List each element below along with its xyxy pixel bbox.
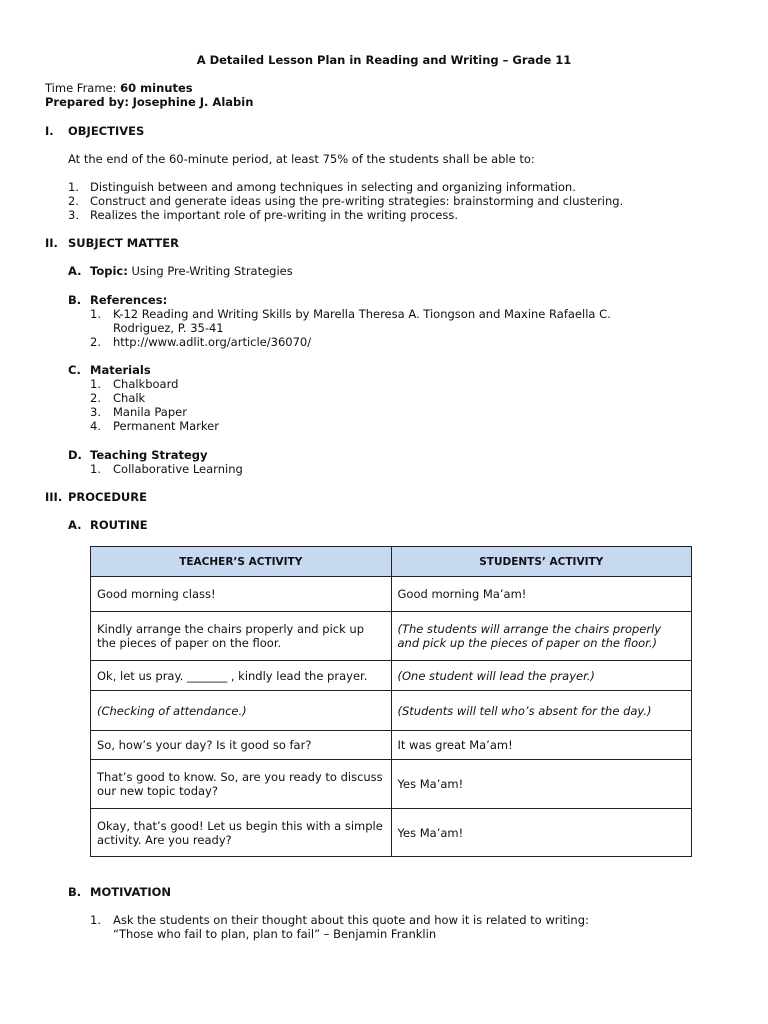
motivation-quote: “Those who fail to plan, plan to fail” – Benjamin Franklin (113, 927, 437, 941)
objective-text: Realizes the important role of pre-writing in the writing process. (90, 208, 458, 222)
students-activity-cell: (The students will arrange the chairs properly and pick up the pieces of paper on the floor.) (391, 612, 692, 661)
teaching-strategy-heading (68, 448, 207, 462)
references-label: References: (90, 293, 168, 307)
material-text: Chalk (113, 391, 146, 405)
materials-letter: C. (68, 363, 81, 377)
table-row (91, 760, 692, 809)
strategy-text: Collaborative Learning (113, 462, 243, 476)
section-procedure-num: III. (45, 490, 63, 504)
strategy-number: 1. (90, 462, 101, 476)
motivation-letter: B. (68, 885, 82, 899)
students-activity-cell: It was great Ma’am! (391, 731, 692, 760)
students-activity-cell: Yes Ma’am! (391, 809, 692, 857)
reference-link[interactable]: http://www.adlit.org/article/36070/ (113, 335, 312, 349)
prepared-by-label: Prepared by: (45, 95, 129, 109)
motivation-label: MOTIVATION (90, 885, 171, 899)
reference-item (90, 335, 311, 349)
objective-number: 3. (68, 208, 79, 222)
objective-number: 1. (68, 180, 79, 194)
material-text: Permanent Marker (113, 419, 219, 433)
material-item (90, 391, 145, 405)
table-row (91, 577, 692, 612)
time-frame (45, 81, 193, 95)
teacher-activity-cell: (Checking of attendance.) (91, 691, 392, 731)
teacher-activity-cell: Kindly arrange the chairs properly and pick up the pieces of paper on the floor. (91, 612, 392, 661)
teacher-activity-cell: Ok, let us pray. _______ , kindly lead the prayer. (91, 661, 392, 691)
material-number: 2. (90, 391, 101, 405)
material-number: 1. (90, 377, 101, 391)
materials-heading (68, 363, 151, 377)
section-subject-heading: SUBJECT MATTER (68, 236, 179, 250)
reference-text-cont: Rodriguez, P. 35-41 (113, 321, 224, 335)
objectives-intro: At the end of the 60-minute period, at least 75% of the students shall be able to: (68, 152, 535, 166)
routine-heading (68, 518, 148, 532)
routine-label: ROUTINE (90, 518, 148, 532)
topic-label: Topic: (90, 264, 128, 278)
table-row (91, 731, 692, 760)
topic-line (68, 264, 293, 278)
routine-table (90, 546, 692, 857)
material-text: Chalkboard (113, 377, 179, 391)
section-objectives-num: I. (45, 124, 54, 138)
motivation-number: 1. (90, 913, 101, 927)
section-objectives-heading: OBJECTIVES (68, 124, 145, 138)
table-row (91, 809, 692, 857)
reference-number: 2. (90, 335, 101, 349)
references-letter: B. (68, 293, 82, 307)
motivation-heading (68, 885, 171, 899)
students-activity-cell: (Students will tell who’s absent for the day.) (391, 691, 692, 731)
material-item (90, 377, 178, 391)
topic-value: Using Pre-Writing Strategies (131, 264, 293, 278)
material-item (90, 405, 187, 419)
teacher-activity-header: TEACHER’S ACTIVITY (91, 547, 392, 577)
time-frame-label: Time Frame: (45, 81, 117, 95)
materials-label: Materials (90, 363, 151, 377)
prepared-by (45, 95, 253, 109)
material-text: Manila Paper (113, 405, 187, 419)
students-activity-cell: (One student will lead the prayer.) (391, 661, 692, 691)
objective-text: Distinguish between and among techniques in selecting and organizing information. (90, 180, 576, 194)
topic-letter: A. (68, 264, 82, 278)
references-heading (68, 293, 167, 307)
table-row (91, 661, 692, 691)
document-title: A Detailed Lesson Plan in Reading and Writing – Grade 11 (196, 53, 572, 67)
teacher-activity-cell: So, how’s your day? Is it good so far? (91, 731, 392, 760)
motivation-item (90, 913, 589, 927)
motivation-text: Ask the students on their thought about this quote and how it is related to writing: (113, 913, 589, 927)
objective-text: Construct and generate ideas using the pre-writing strategies: brainstorming and clustering. (90, 194, 624, 208)
strategy-item (90, 462, 243, 476)
reference-text: K-12 Reading and Writing Skills by Marella Theresa A. Tiongson and Maxine Rafaella C. (113, 307, 611, 321)
students-activity-cell: Good morning Ma’am! (391, 577, 692, 612)
table-row (91, 612, 692, 661)
reference-number: 1. (90, 307, 101, 321)
objective-item (68, 180, 576, 194)
students-activity-header: STUDENTS’ ACTIVITY (391, 547, 692, 577)
objective-item (68, 208, 458, 222)
teaching-strategy-letter: D. (68, 448, 82, 462)
material-item (90, 419, 219, 433)
routine-letter: A. (68, 518, 82, 532)
teacher-activity-cell: That’s good to know. So, are you ready to discuss our new topic today? (91, 760, 392, 809)
table-row (91, 691, 692, 731)
material-number: 3. (90, 405, 101, 419)
section-subject-num: II. (45, 236, 58, 250)
prepared-by-value: Josephine J. Alabin (132, 95, 254, 109)
teacher-activity-cell: Good morning class! (91, 577, 392, 612)
objective-item (68, 194, 623, 208)
teacher-activity-cell: Okay, that’s good! Let us begin this with a simple activity. Are you ready? (91, 809, 392, 857)
students-activity-cell: Yes Ma’am! (391, 760, 692, 809)
table-header-row (91, 547, 692, 577)
material-number: 4. (90, 419, 101, 433)
reference-item (90, 307, 611, 321)
time-frame-value: 60 minutes (120, 81, 193, 95)
teaching-strategy-label: Teaching Strategy (90, 448, 208, 462)
objective-number: 2. (68, 194, 79, 208)
section-procedure-heading: PROCEDURE (68, 490, 147, 504)
